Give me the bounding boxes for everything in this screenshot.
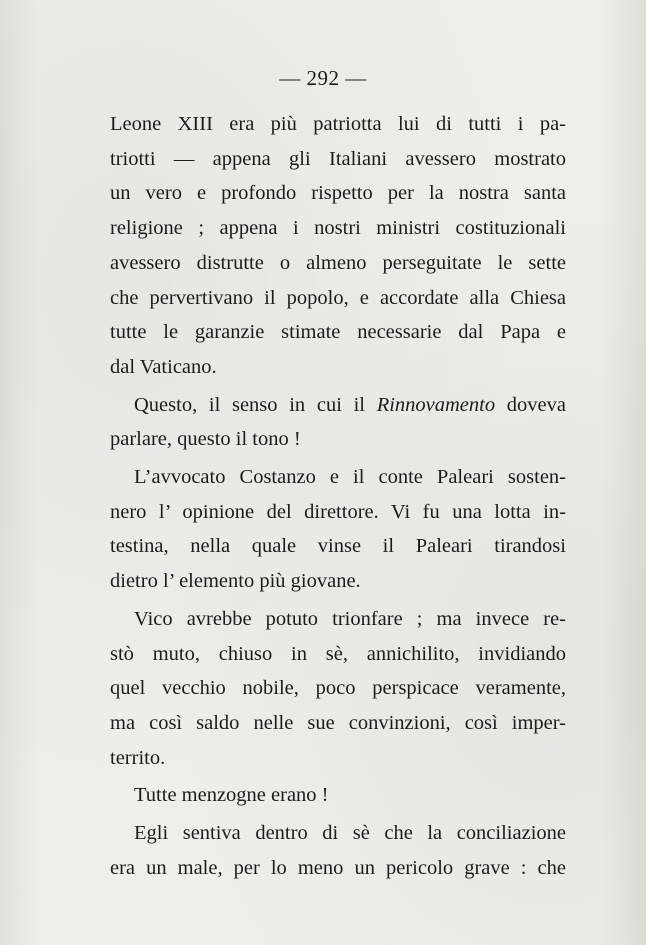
text-line (110, 388, 566, 423)
paragraph-1 (110, 107, 566, 385)
text-line: quel vecchio nobile, poco perspicace veramente, (110, 677, 566, 700)
paragraph-5 (110, 778, 566, 813)
text-line: religione ; appena i nostri ministri costituzionali (110, 217, 566, 240)
text-line: territo. (110, 746, 166, 769)
paragraph-2 (110, 388, 566, 457)
paragraph-3 (110, 460, 566, 599)
text-run: doveva (495, 393, 566, 416)
text-line: avessero distrutte o almeno perseguitate le sette (110, 251, 566, 274)
text-line: era un male, per lo meno un pericolo grave : che (110, 856, 566, 879)
paragraph-6 (110, 816, 566, 885)
page-number: — 292 — (279, 66, 367, 90)
text-line: che pervertivano il popolo, e accordate alla Chiesa (110, 286, 566, 309)
text-line: parlare, questo il tono ! (110, 428, 301, 451)
text-line: stò muto, chiuso in sè, annichilito, invidiando (110, 642, 566, 665)
text-line: Vico avrebbe potuto trionfare ; ma invece re- (134, 607, 566, 630)
body-text (110, 107, 566, 885)
text-line: nero l’ opinione del direttore. Vi fu una lotta in- (110, 500, 566, 523)
text-line: ma così saldo nelle sue convinzioni, così imper- (110, 711, 566, 734)
text-line: Tutte menzogne erano ! (134, 784, 329, 807)
text-line: triotti — appena gli Italiani avessero mostrato (110, 147, 566, 170)
text-line: un vero e profondo rispetto per la nostra santa (110, 182, 566, 205)
text-line: Leone XIII era più patriotta lui di tutti i pa- (110, 113, 566, 135)
text-line: L’avvocato Costanzo e il conte Paleari sosten- (134, 466, 566, 489)
text-line: dietro l’ elemento più giovane. (110, 570, 361, 593)
text-line: testina, nella quale vinse il Paleari tirandosi (110, 535, 566, 558)
text-line: dal Vaticano. (110, 355, 217, 378)
text-line: Egli sentiva dentro di sè che la conciliazione (134, 822, 566, 845)
text-line: tutte le garanzie stimate necessarie dal Papa e (110, 321, 566, 344)
text-run: Questo, il senso in cui il (134, 393, 377, 416)
italic-title: Rinnovamento (376, 393, 496, 416)
paragraph-4 (110, 602, 566, 776)
